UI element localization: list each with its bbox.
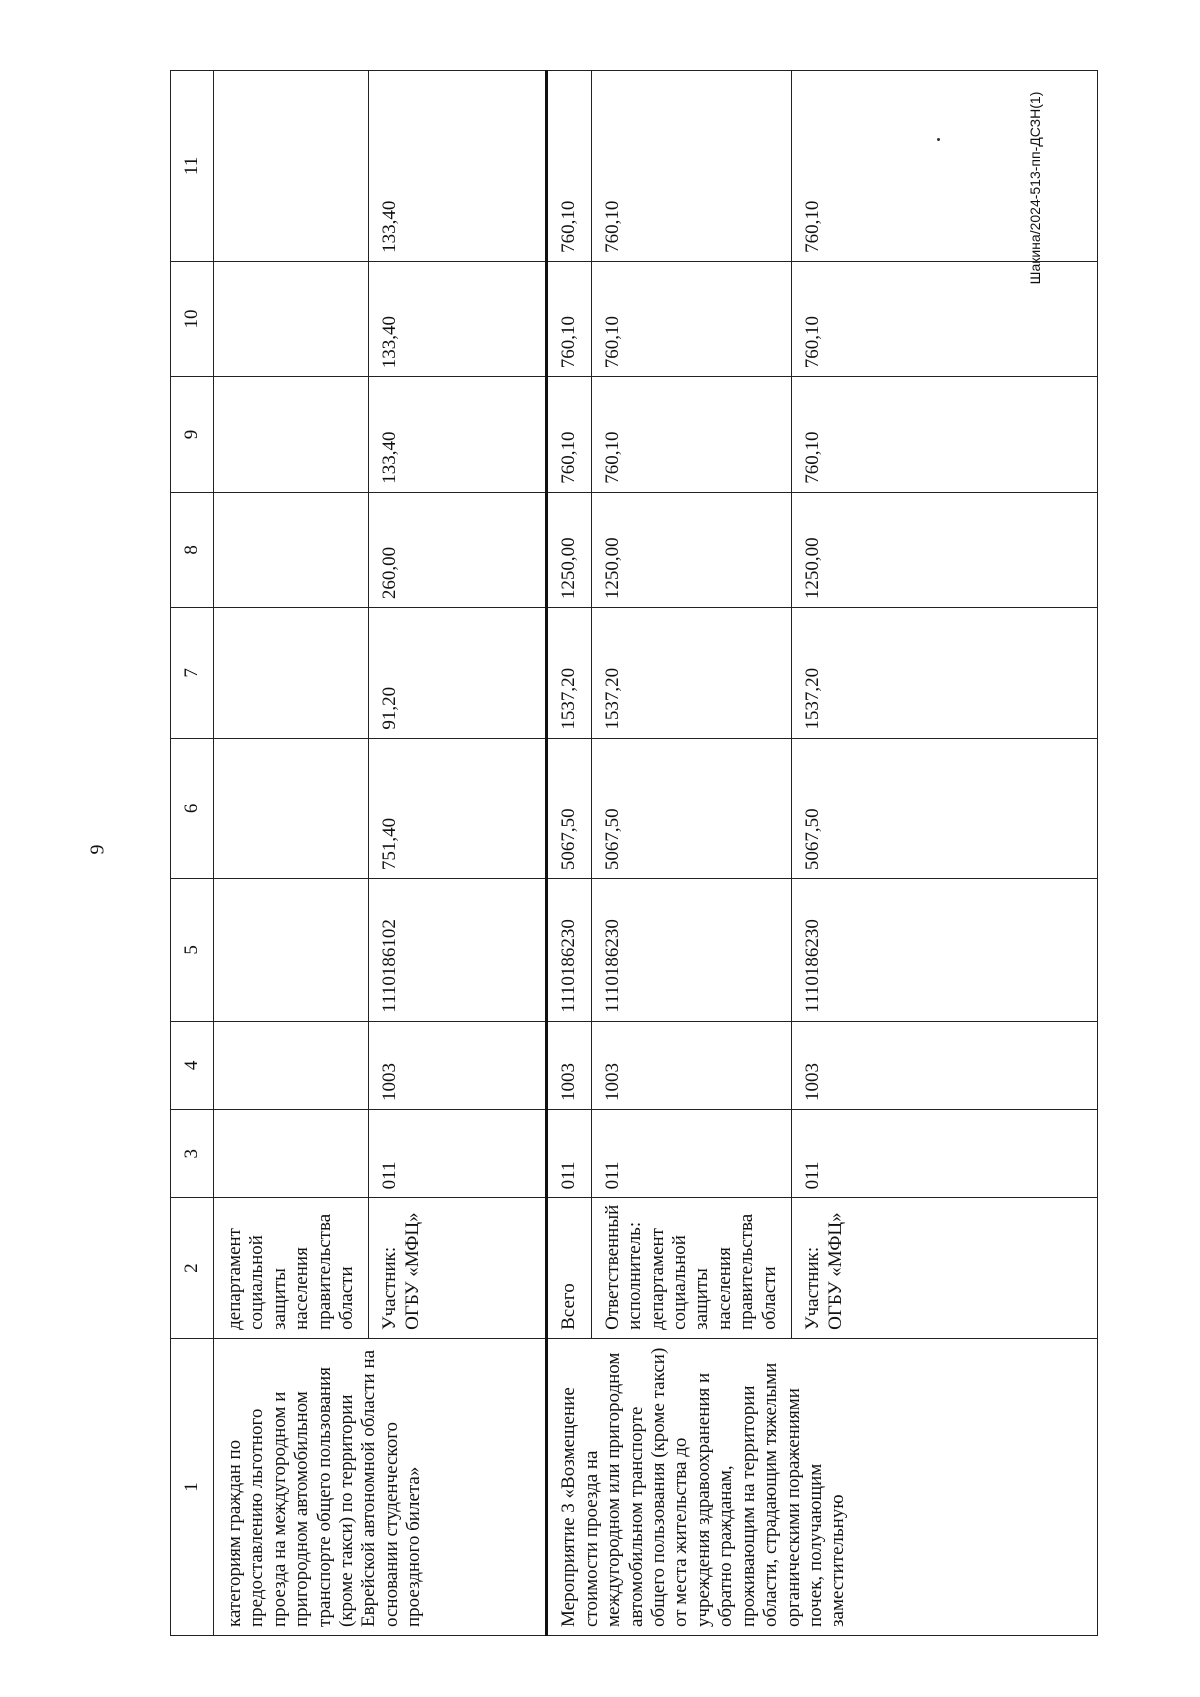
- header-cell: 8: [171, 492, 214, 607]
- table-cell: 760,10: [591, 71, 791, 262]
- table-cell: 1250,00: [591, 492, 791, 607]
- table-cell: 760,10: [547, 377, 591, 492]
- table-cell: [214, 1021, 369, 1109]
- header-cell: 9: [171, 377, 214, 492]
- table-cell: 1003: [792, 1021, 1098, 1109]
- table-cell: [214, 71, 369, 262]
- measure-description-cell: категориям граждан по предоставлению льготного проезда на междугородном и пригородном автомобильном транспорте общего пользования (кроме такси) по территории Еврейской автономной области на основании студенческого проездного билета»: [214, 1338, 547, 1635]
- header-cell: 6: [171, 738, 214, 879]
- table-cell: 1537,20: [547, 608, 591, 739]
- table-cell: 5067,50: [547, 738, 591, 879]
- table-cell: [214, 377, 369, 492]
- table-cell: 760,10: [591, 261, 791, 376]
- executor-cell: Участник: ОГБУ «МФЦ»: [369, 1198, 547, 1339]
- table-cell: 1110186230: [792, 879, 1098, 1022]
- header-row: [171, 71, 214, 1636]
- page-number: 9: [86, 844, 109, 855]
- table-cell: [214, 1110, 369, 1198]
- table-cell: 760,10: [792, 377, 1098, 492]
- table-cell: [214, 738, 369, 879]
- table-cell: 1110186102: [369, 879, 547, 1022]
- table-cell: [214, 879, 369, 1022]
- table-cell: 751,40: [369, 738, 547, 879]
- header-cell: 2: [171, 1198, 214, 1339]
- header-cell: 5: [171, 879, 214, 1022]
- executor-cell: Участник: ОГБУ «МФЦ»: [792, 1198, 1098, 1339]
- executor-cell: департамент социальной защиты населения правительства области: [214, 1198, 369, 1339]
- executor-cell: Всего: [547, 1198, 591, 1339]
- executor-cell: Ответственный исполнитель: департамент социальной защиты населения правительства области: [591, 1198, 791, 1339]
- table-cell: 760,10: [792, 71, 1098, 262]
- table-cell: 1110186230: [547, 879, 591, 1022]
- table-cell: [214, 261, 369, 376]
- table-cell: 1250,00: [547, 492, 591, 607]
- header-cell: 11: [171, 71, 214, 262]
- table-cell: 133,40: [369, 377, 547, 492]
- table-row: [547, 71, 591, 1636]
- budget-table: [170, 70, 1098, 1636]
- table-row: [214, 71, 369, 1636]
- measure-description-cell: Мероприятие 3 «Возмещение стоимости проезда на междугородном или пригородном автомобильном транспорте общего пользования (кроме такси) от места жительства до учреждения здравоохранения и обратно гражданам, проживающим на территории области, страдающим тяжелыми органическими поражениями почек, получающим заместительную: [547, 1338, 1098, 1635]
- header-cell: 7: [171, 608, 214, 739]
- table-cell: 011: [369, 1110, 547, 1198]
- table-cell: 011: [792, 1110, 1098, 1198]
- table-cell: 1110186230: [591, 879, 791, 1022]
- table-cell: 760,10: [547, 71, 591, 262]
- header-cell: 10: [171, 261, 214, 376]
- table-cell: 011: [591, 1110, 791, 1198]
- table-cell: 5067,50: [591, 738, 791, 879]
- table-cell: 5067,50: [792, 738, 1098, 879]
- table-cell: 91,20: [369, 608, 547, 739]
- table-cell: 260,00: [369, 492, 547, 607]
- table-cell: 1250,00: [792, 492, 1098, 607]
- table-cell: 760,10: [547, 261, 591, 376]
- table-cell: [214, 608, 369, 739]
- table-cell: 760,10: [591, 377, 791, 492]
- table-cell: 1003: [591, 1021, 791, 1109]
- table-cell: 133,40: [369, 71, 547, 262]
- document-reference: Шакина/2024-513-пп-ДСЗН(1): [1027, 91, 1043, 285]
- table-cell: 760,10: [792, 261, 1098, 376]
- table-cell: 1537,20: [591, 608, 791, 739]
- header-cell: 4: [171, 1021, 214, 1109]
- table-cell: [214, 492, 369, 607]
- table-cell: 133,40: [369, 261, 547, 376]
- header-cell: 3: [171, 1110, 214, 1198]
- header-cell: 1: [171, 1338, 214, 1635]
- table-cell: 011: [547, 1110, 591, 1198]
- table-cell: 1003: [369, 1021, 547, 1109]
- table-cell: 1003: [547, 1021, 591, 1109]
- table-cell: 1537,20: [792, 608, 1098, 739]
- rotated-table-container: [170, 70, 1098, 1636]
